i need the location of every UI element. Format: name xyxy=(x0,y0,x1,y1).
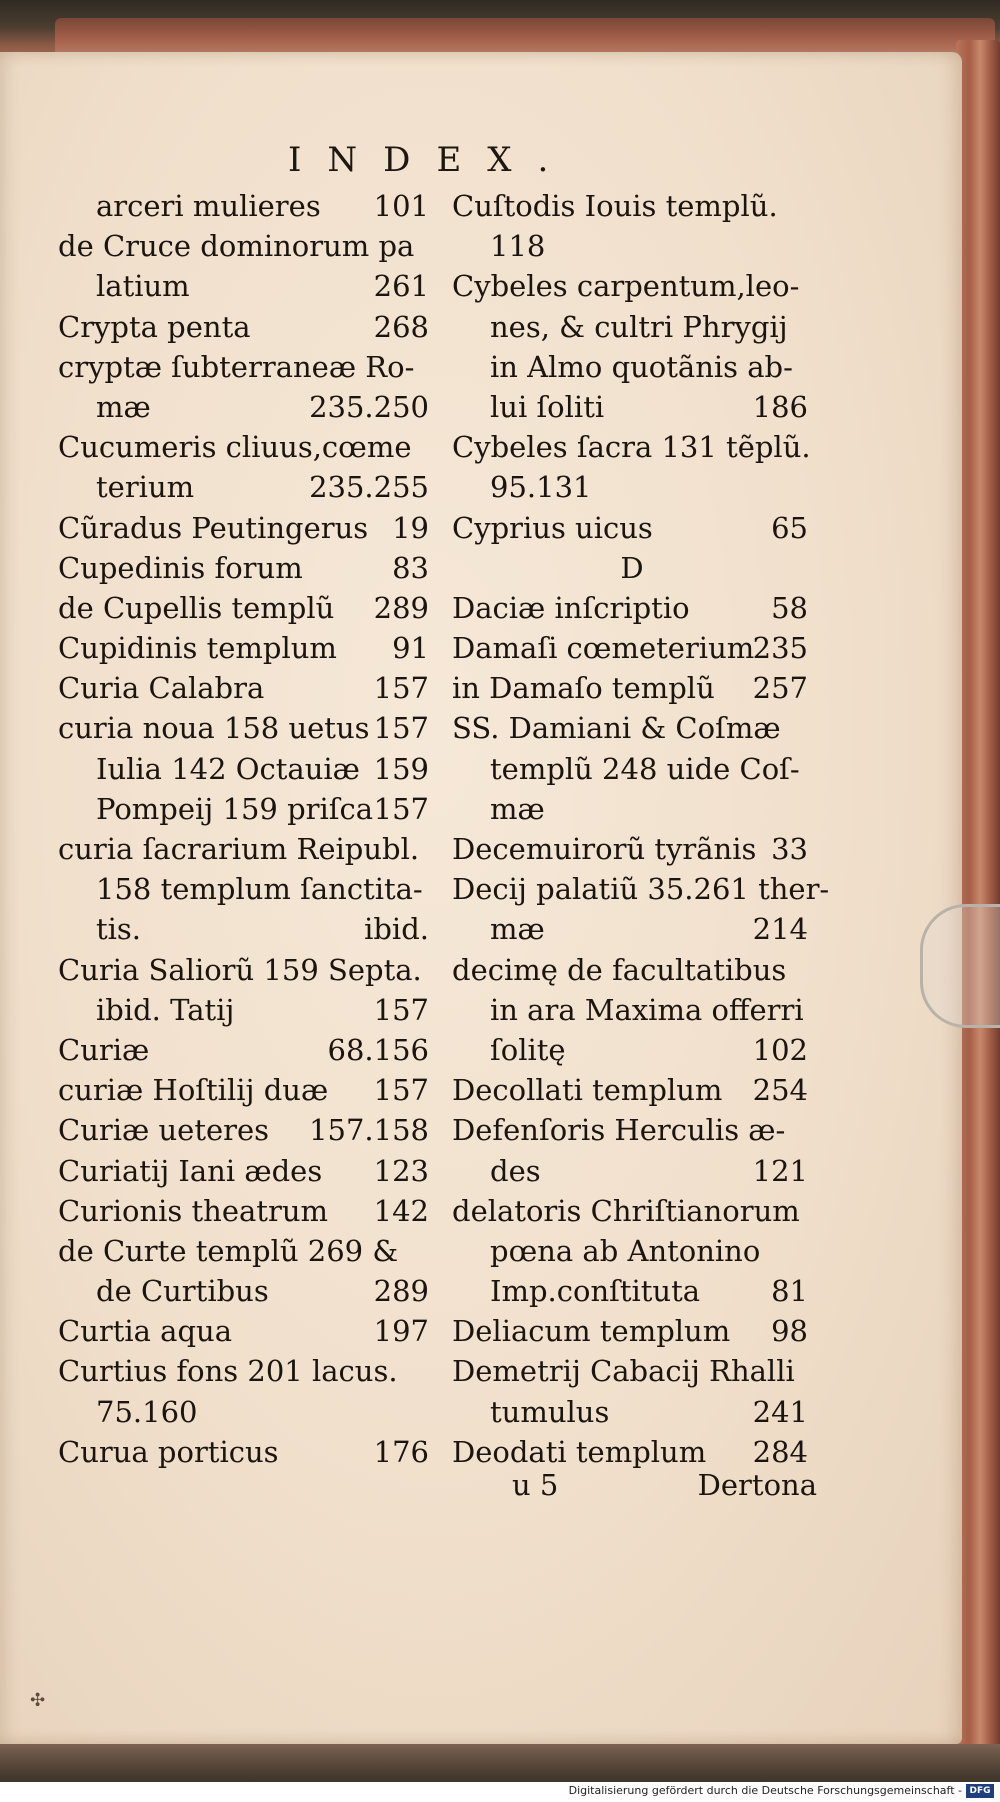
entry-page-number: 261 xyxy=(373,269,429,304)
entry-text: in Almo quotãnis ab- xyxy=(490,349,793,384)
index-entry xyxy=(58,990,433,1030)
index-entry xyxy=(452,990,812,1030)
index-entry xyxy=(452,387,812,427)
entry-text: Curtia aqua xyxy=(58,1314,232,1349)
index-entry xyxy=(58,1030,433,1070)
index-entry xyxy=(58,708,433,748)
entry-page-number: 101 xyxy=(373,189,429,223)
book-binding-top xyxy=(55,18,995,56)
index-entry xyxy=(58,266,433,306)
entry-text: in Damaſo templũ xyxy=(452,671,715,706)
index-entry xyxy=(452,909,812,949)
entry-page-number: 65 xyxy=(771,510,808,545)
entry-text: Decemuirorũ tyrãnis xyxy=(452,832,757,866)
catchline xyxy=(512,1468,817,1508)
entry-page-number: 257 xyxy=(752,671,808,706)
entry-text: des xyxy=(490,1153,541,1188)
entry-page-number: 142 xyxy=(373,1193,429,1228)
entry-text: Cybeles carpentum,leo- xyxy=(452,269,800,304)
index-entry xyxy=(452,950,812,990)
index-entry xyxy=(452,307,812,347)
index-entry xyxy=(452,749,812,789)
entry-text: ibid. Tatij xyxy=(96,992,235,1027)
index-entry xyxy=(452,467,812,507)
index-entry xyxy=(58,427,433,467)
entry-text: latium xyxy=(96,269,190,304)
entry-text: curia ſacrarium Reipubl. xyxy=(58,832,420,866)
ink-stain-icon: ✣ xyxy=(30,1690,46,1711)
index-entry xyxy=(58,789,433,829)
entry-page-number: 91 xyxy=(392,631,429,666)
entry-text: D xyxy=(620,550,644,585)
index-entry xyxy=(452,508,812,548)
index-entry xyxy=(58,668,433,708)
index-entry xyxy=(452,829,812,869)
index-entry xyxy=(58,1351,433,1391)
entry-text: decimę de facultatibus xyxy=(452,952,787,987)
index-column-right xyxy=(452,186,830,1472)
entry-text: mæ xyxy=(490,791,545,826)
entry-page-number: 123 xyxy=(373,1153,429,1188)
entry-text: 118 xyxy=(490,229,546,264)
entry-text: mæ xyxy=(490,912,545,947)
index-entry xyxy=(452,1151,812,1191)
index-entry xyxy=(58,347,433,387)
entry-text: Curua porticus xyxy=(58,1434,279,1469)
digitization-credit: Digitalisierung gefördert durch die Deutsche Forschungsgemeinschaft - xyxy=(568,1784,962,1797)
index-entry xyxy=(452,1351,812,1391)
entry-text: tis. xyxy=(96,912,142,947)
index-entry xyxy=(58,1432,433,1472)
entry-text: terium xyxy=(96,470,195,505)
entry-text: de Curte templũ 269 & xyxy=(58,1233,399,1268)
entry-text: Daciæ inſcriptio xyxy=(452,590,690,625)
entry-text: in ara Maxima offerri xyxy=(490,992,804,1027)
entry-text: Deodati templum xyxy=(452,1434,707,1469)
bookmark-clip-icon xyxy=(920,904,1000,1028)
index-entry xyxy=(452,1191,812,1231)
entry-page-number: 186 xyxy=(752,389,808,424)
entry-text: Imp.conſtituta xyxy=(490,1274,701,1309)
index-entry xyxy=(452,789,812,829)
entry-page-number: 157 xyxy=(373,791,429,826)
index-entry xyxy=(58,869,433,909)
entry-page-number: 19 xyxy=(392,510,429,545)
index-entry xyxy=(452,1311,812,1351)
dfg-logo: DFG xyxy=(966,1784,994,1798)
entry-text: de Curtibus xyxy=(96,1274,269,1309)
entry-page-number: 289 xyxy=(373,590,429,625)
index-entry xyxy=(452,1271,812,1311)
index-entry xyxy=(58,749,433,789)
index-entry xyxy=(58,909,433,949)
entry-text: Decollati templum xyxy=(452,1073,723,1108)
entry-text: Cũradus Peutingerus xyxy=(58,510,369,545)
entry-page-number: 33 xyxy=(771,832,808,866)
entry-text: Curiæ xyxy=(58,1032,150,1067)
index-entry xyxy=(58,508,433,548)
entry-page-number: 98 xyxy=(771,1314,808,1349)
entry-text: Decij palatiũ 35.261 ther- xyxy=(452,872,830,907)
entry-page-number: 81 xyxy=(771,1274,808,1309)
index-entry xyxy=(452,1030,812,1070)
index-entry xyxy=(452,1231,812,1271)
index-entry xyxy=(58,226,433,266)
index-entry xyxy=(452,588,812,628)
entry-text: curia noua 158 uetus xyxy=(58,711,370,746)
index-entry xyxy=(58,387,433,427)
entry-text: SS. Damiani & Coſmæ xyxy=(452,711,781,746)
entry-page-number: 254 xyxy=(752,1073,808,1108)
entry-page-number: 284 xyxy=(752,1434,808,1469)
entry-text: Defenſoris Herculis æ- xyxy=(452,1113,786,1148)
index-entry xyxy=(452,628,812,668)
entry-page-number: 197 xyxy=(373,1314,429,1349)
entry-page-number: 157 xyxy=(373,992,429,1027)
index-entry xyxy=(58,1392,433,1432)
index-entry xyxy=(452,1070,812,1110)
entry-page-number: 83 xyxy=(392,550,429,585)
index-entry xyxy=(58,588,433,628)
entry-text: cryptæ ſubterraneæ Ro- xyxy=(58,349,415,384)
entry-page-number: 157 xyxy=(373,1073,429,1108)
index-entry xyxy=(452,427,812,467)
entry-text: Cyprius uicus xyxy=(452,510,653,545)
index-entry xyxy=(58,186,433,226)
entry-text: Curia Calabra xyxy=(58,671,265,706)
entry-text: Cucumeris cliuus,cœme xyxy=(58,430,412,465)
index-entry xyxy=(58,950,433,990)
entry-text: Deliacum templum xyxy=(452,1314,731,1349)
entry-page-number: 235 xyxy=(752,631,808,666)
entry-page-number: 157 xyxy=(373,671,429,706)
entry-text: Cuſtodis Iouis templũ. xyxy=(452,189,778,223)
index-entry xyxy=(452,186,812,226)
entry-text: Curiæ ueteres xyxy=(58,1113,270,1148)
index-entry xyxy=(58,1110,433,1150)
entry-text: nes, & cultri Phrygij xyxy=(490,309,788,344)
entry-text: delatoris Chriſtianorum xyxy=(452,1193,800,1228)
entry-text: 75.160 xyxy=(96,1394,198,1429)
entry-text: Cupedinis forum xyxy=(58,550,303,585)
index-entry xyxy=(452,869,830,909)
index-entry xyxy=(452,347,812,387)
index-entry xyxy=(58,1231,433,1271)
catchword: Dertona xyxy=(697,1468,817,1502)
entry-text: 95.131 xyxy=(490,470,592,505)
entry-text: Iulia 142 Octauiæ xyxy=(96,751,360,786)
entry-text: Cupidinis templum xyxy=(58,631,337,666)
entry-page-number: 176 xyxy=(373,1434,429,1469)
entry-page-number: 159 xyxy=(373,751,429,786)
entry-page-number: 157 xyxy=(373,711,429,746)
entry-page-number: 235.255 xyxy=(309,470,429,505)
entry-text: de Cruce dominorum pa xyxy=(58,229,415,264)
index-entry xyxy=(58,829,433,869)
entry-text: curiæ Hoſtilij duæ xyxy=(58,1073,329,1108)
index-entry xyxy=(452,266,812,306)
index-entry xyxy=(452,1432,812,1472)
entry-page-number: 235.250 xyxy=(309,389,429,424)
entry-text: templũ 248 uide Coſ- xyxy=(490,751,800,786)
entry-page-number: 58 xyxy=(771,590,808,625)
book-binding-right xyxy=(956,40,1000,1752)
signature-mark: u 5 xyxy=(512,1468,559,1502)
entry-text: 158 templum ſanctita- xyxy=(96,872,423,907)
entry-text: de Cupellis templũ xyxy=(58,590,335,625)
entry-text: Crypta penta xyxy=(58,309,251,344)
index-entry xyxy=(452,548,812,588)
entry-page-number: 241 xyxy=(752,1394,808,1429)
entry-text: Demetrij Cabacij Rhalli xyxy=(452,1354,795,1389)
index-column-left xyxy=(58,186,433,1472)
entry-text: pœna ab Antonino xyxy=(490,1233,761,1268)
entry-page-number: 68.156 xyxy=(327,1032,429,1067)
entry-page-number: 268 xyxy=(373,309,429,344)
entry-page-number: 214 xyxy=(752,912,808,947)
entry-text: Pompeij 159 priſca xyxy=(96,791,374,826)
entry-page-number: 157.158 xyxy=(309,1113,429,1148)
entry-text: Curia Saliorũ 159 Septa. xyxy=(58,952,422,987)
index-entry xyxy=(58,467,433,507)
running-head: INDEX. xyxy=(288,140,575,180)
index-entry xyxy=(58,1151,433,1191)
index-entry xyxy=(58,1271,433,1311)
entry-text: lui ſoliti xyxy=(490,389,605,424)
index-entry xyxy=(452,708,812,748)
entry-page-number: 121 xyxy=(752,1153,808,1188)
entry-text: Cybeles ſacra 131 tẽplũ. xyxy=(452,430,811,465)
index-entry xyxy=(58,628,433,668)
index-entry xyxy=(58,1311,433,1351)
entry-page-number: 102 xyxy=(752,1032,808,1067)
entry-text: Curionis theatrum xyxy=(58,1193,328,1228)
entry-text: ſolitę xyxy=(490,1032,566,1067)
entry-text: arceri mulieres xyxy=(96,189,321,223)
entry-text: tumulus xyxy=(490,1394,610,1429)
entry-page-number: ibid. xyxy=(364,912,429,947)
index-entry xyxy=(452,226,812,266)
entry-text: Damaſi cœmeterium xyxy=(452,631,755,666)
index-entry xyxy=(58,1191,433,1231)
index-entry xyxy=(58,307,433,347)
index-entry xyxy=(452,1110,812,1150)
entry-text: Curiatij Iani ædes xyxy=(58,1153,323,1188)
index-entry xyxy=(452,668,812,708)
index-entry xyxy=(452,1392,812,1432)
entry-text: Curtius fons 201 lacus. xyxy=(58,1354,398,1389)
entry-text: mæ xyxy=(96,389,151,424)
entry-page-number: 289 xyxy=(373,1274,429,1309)
index-entry xyxy=(58,1070,433,1110)
index-entry xyxy=(58,548,433,588)
